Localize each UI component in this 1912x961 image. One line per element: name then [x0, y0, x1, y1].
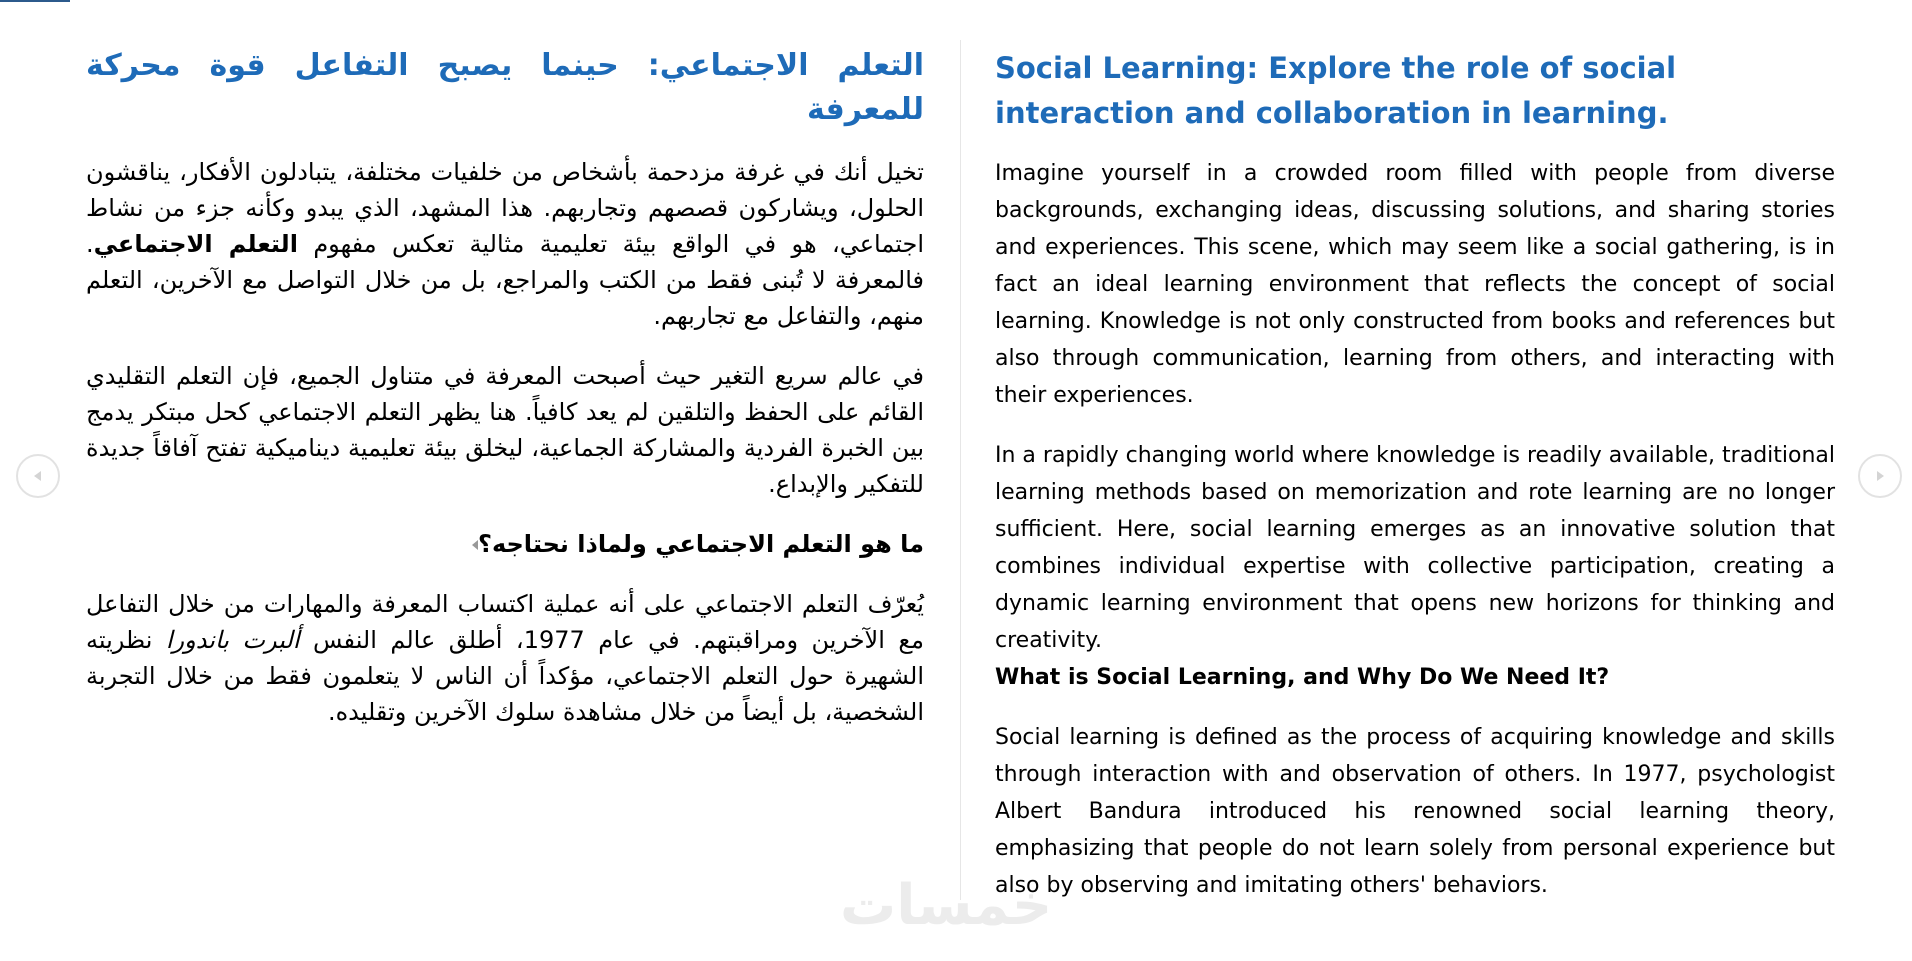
arabic-paragraph-2: في عالم سريع التغير حيث أصبحت المعرفة في متناول الجميع، فإن التعلم التقليدي القائم على الحفظ والتلقين لم يعد كافياً. هنا يظهر التعلم الاجتماعي كحل مبتكر يدمج بين الخبرة الفردية والمشاركة الجماعية، ليخلق بيئة تعليمية ديناميكية تفتح آفاقاً جديدة للتفكير والإبداع.: [86, 362, 924, 498]
arabic-subheading: [86, 526, 924, 562]
arabic-column: [86, 44, 924, 754]
english-column: [995, 46, 1835, 927]
english-paragraph-3: Social learning is defined as the process of acquiring knowledge and skills through interaction with and observation of others. In 1977, psychologist Albert Bandura introduced his renowned social learning theory, emphasizing that people do not learn solely from personal experience but also by observing and imitating others' behaviors.: [995, 725, 1835, 898]
english-title: Social Learning: Explore the role of social interaction and collaboration in learning.: [995, 51, 1677, 130]
top-accent-bar: [0, 0, 70, 2]
arabic-paragraph-3: [86, 586, 924, 730]
next-page-button[interactable]: [1858, 454, 1902, 498]
arabic-subheading-text: ما هو التعلم الاجتماعي ولماذا نحتاجه؟: [478, 530, 924, 558]
arabic-paragraph-3-italic: ألبرت باندورا: [165, 626, 300, 654]
column-divider: [960, 40, 961, 900]
chevron-right-icon: [1872, 468, 1888, 484]
watermark-logo: خمسات: [840, 873, 1053, 938]
arabic-paragraph-3-text-a: يُعرّف التعلم الاجتماعي على أنه عملية اكتساب المعرفة والمهارات من خلال التفاعل مع الآخرين ومراقبتهم. في عام 1977، أطلق عالم النفس: [86, 590, 925, 654]
arabic-paragraph-1-bold: التعلم الاجتماعي: [93, 230, 298, 258]
arabic-paragraph-1-text-a: تخيل أنك في غرفة مزدحمة بأشخاص من خلفيات مختلفة، يتبادلون الأفكار، يناقشون الحلول، ويشاركون قصصهم وتجاربهم. هذا المشهد، الذي يبدو وكأنه جزء من نشاط اجتماعي، هو في الواقع بيئة تعليمية مثالية تعكس مفهوم: [86, 158, 924, 258]
english-paragraph-2: In a rapidly changing world where knowledge is readily available, traditional learning methods based on memorization and rote learning are no longer sufficient. Here, social learning emerges as an innovative solution that combines individual expertise with collective participation, creating a dynamic learning environment that opens new horizons for thinking and creativity.: [995, 443, 1836, 653]
english-paragraph-1: Imagine yourself in a crowded room filled with people from diverse backgrounds, exchanging ideas, discussing solutions, and sharing stories and experiences. This scene, which may seem like a social gathering, is in fact an ideal learning environment that reflects the concept of social learning. Knowledge is not only constructed from books and references but also through communication, learning from others, and interacting with their experiences.: [995, 161, 1835, 408]
arabic-title: التعلم الاجتماعي: حينما يصبح التفاعل قوة محركة للمعرفة: [86, 48, 924, 127]
previous-page-button[interactable]: [16, 454, 60, 498]
english-subheading: What is Social Learning, and Why Do We Need It?: [995, 665, 1610, 690]
chevron-left-icon: [30, 468, 46, 484]
arabic-paragraph-1: [86, 154, 924, 334]
arabic-paragraph-3-text-b: نظريته الشهيرة حول التعلم الاجتماعي، مؤكداً أن الناس لا يتعلمون فقط من خلال التجربة الشخصية، بل أيضاً من خلال مشاهدة سلوك الآخرين وتقليده.: [86, 626, 924, 726]
arabic-paragraph-1-text-b: . فالمعرفة لا تُبنى فقط من الكتب والمراجع، بل من خلال التواصل مع الآخرين، التعلم منهم، والتفاعل مع تجاربهم.: [86, 230, 924, 330]
